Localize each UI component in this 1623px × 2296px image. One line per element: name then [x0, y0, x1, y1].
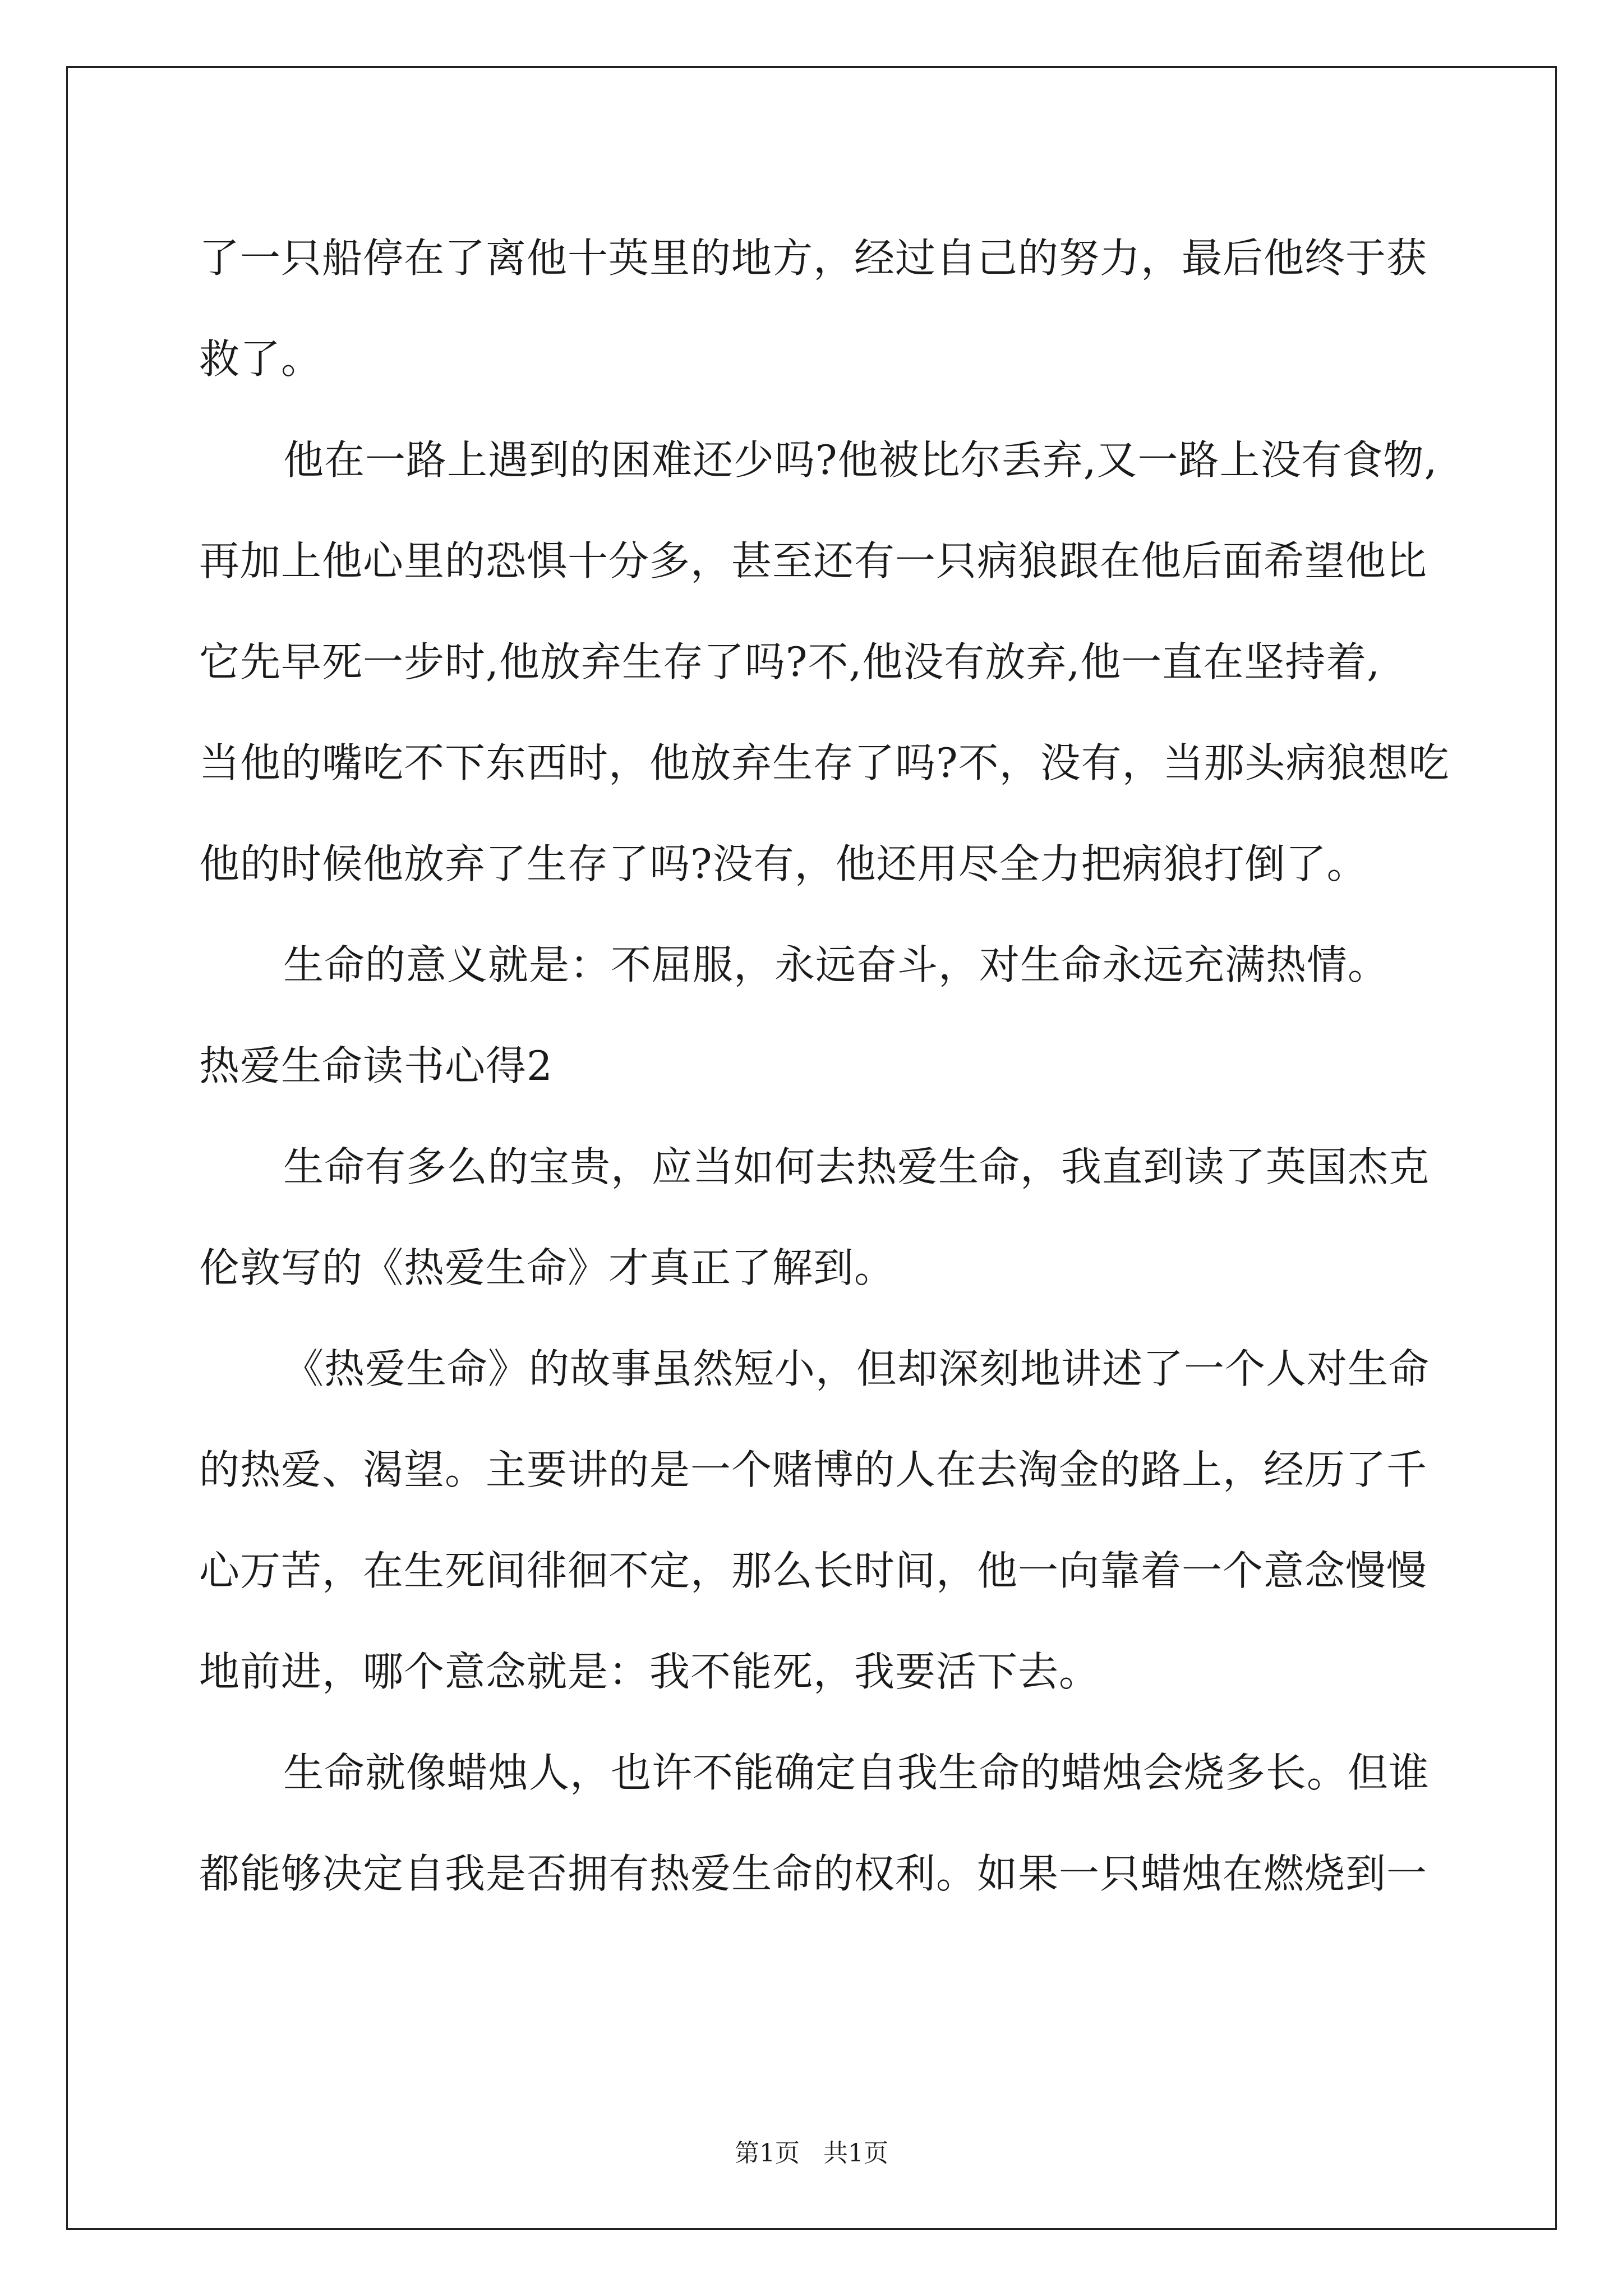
text-line: 生命就像蜡烛人，也许不能确定自我生命的蜡烛会烧多长。但谁	[283, 1749, 1430, 1796]
text-line: 他在一路上遇到的困难还少吗?他被比尔丢弃,又一路上没有食物,	[283, 436, 1438, 484]
text-line: 了一只船停在了离他十英里的地方，经过自己的努力，最后他终于获	[199, 234, 1428, 282]
text-line: 它先早死一步时,他放弃生存了吗?不,他没有放弃,他一直在坚持着,	[199, 638, 1381, 685]
text-line: 的热爱、渴望。主要讲的是一个赌博的人在去淘金的路上，经历了千	[199, 1446, 1428, 1493]
page-number-footer: 第1页 共1页	[735, 2139, 888, 2168]
text-line: 都能够决定自我是否拥有热爱生命的权利。如果一只蜡烛在燃烧到一	[199, 1850, 1428, 1897]
text-line: 心万苦，在生死间徘徊不定，那么长时间，他一向靠着一个意念慢慢	[199, 1547, 1428, 1594]
text-line: 生命的意义就是：不屈服，永远奋斗，对生命永远充满热情。	[283, 941, 1389, 988]
text-line: 伦敦写的《热爱生命》才真正了解到。	[199, 1244, 896, 1291]
text-line: 当他的嘴吃不下东西时，他放弃生存了吗?不，没有，当那头病狼想吃	[199, 739, 1450, 786]
text-line: 生命有多么的宝贵，应当如何去热爱生命，我直到读了英国杰克	[283, 1143, 1430, 1190]
document-body	[199, 208, 1450, 1924]
text-line: 他的时候他放弃了生存了吗?没有，他还用尽全力把病狼打倒了。	[199, 840, 1368, 887]
text-line: 救了。	[199, 335, 322, 383]
text-line: 再加上他心里的恐惧十分多，甚至还有一只病狼跟在他后面希望他比	[199, 537, 1428, 585]
text-line: 《热爱生命》的故事虽然短小，但却深刻地讲述了一个人对生命	[283, 1345, 1430, 1392]
section-heading: 热爱生命读书心得2	[199, 1042, 553, 1089]
text-line: 地前进，哪个意念就是：我不能死，我要活下去。	[199, 1648, 1100, 1695]
